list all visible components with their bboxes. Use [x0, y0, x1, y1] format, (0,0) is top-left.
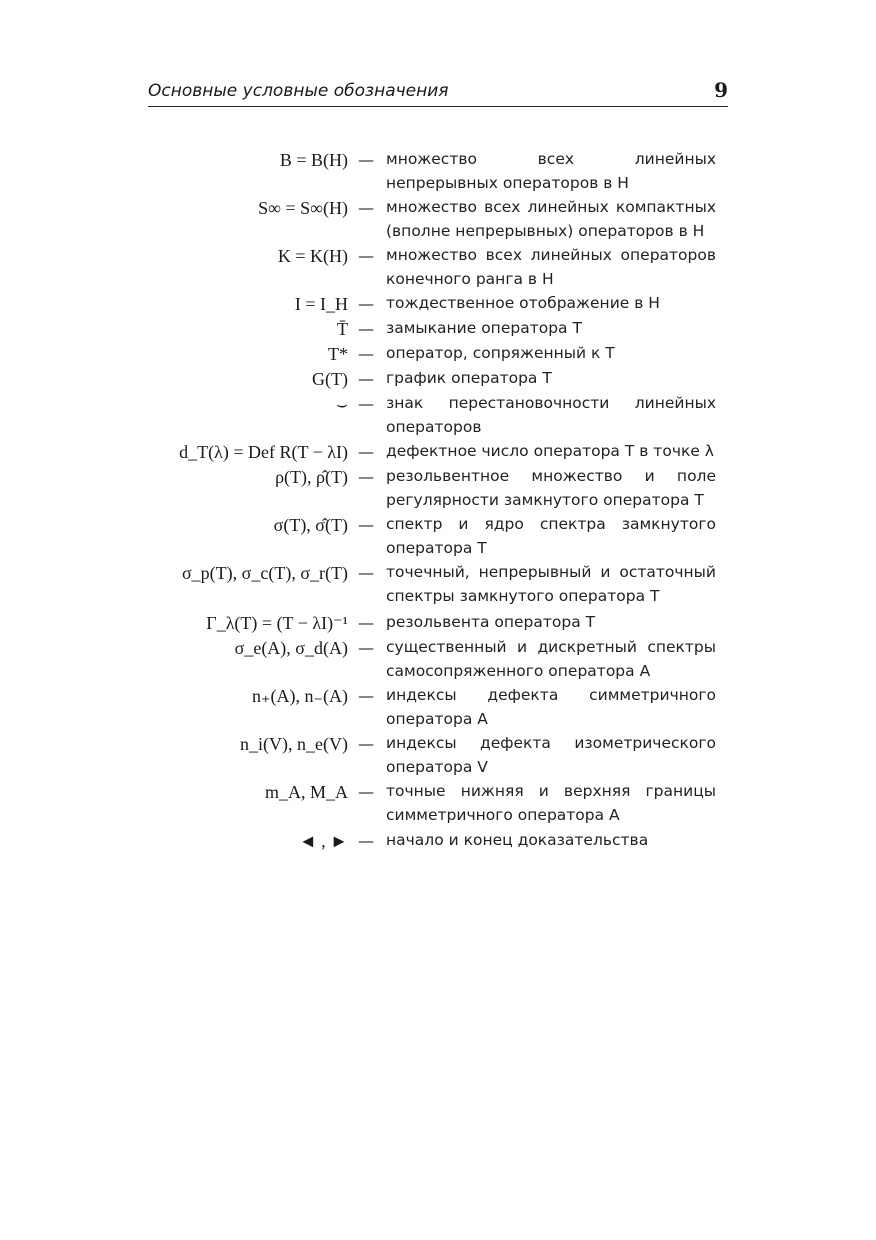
notation-entry	[140, 636, 720, 684]
notation-dash: —	[358, 294, 374, 313]
notation-description: существенный и дискретный спектры самосопряженного оператора A	[386, 638, 716, 680]
notation-symbol: d_T(λ) = Def R(T − λI)	[179, 442, 348, 462]
notation-entry	[140, 684, 720, 732]
notation-dash: —	[358, 246, 374, 265]
notation-entry	[140, 317, 720, 342]
notation-symbol: n₊(A), n₋(A)	[252, 686, 348, 706]
notation-symbol: σ_p(T), σ_c(T), σ_r(T)	[181, 563, 348, 583]
notation-description: множество всех линейных непрерывных операторов в H	[386, 150, 716, 192]
notation-dash: —	[358, 515, 374, 534]
notation-dash: —	[358, 563, 374, 582]
notation-description: резольвентное множество и поле регулярности замкнутого оператора T	[386, 467, 716, 509]
notation-dash: —	[358, 686, 374, 705]
notation-description: резольвента оператора T	[386, 613, 596, 631]
notation-description: дефектное число оператора T в точке λ	[386, 442, 714, 460]
notation-symbol: σ(T), σ̂(T)	[273, 515, 348, 535]
notation-dash: —	[358, 319, 374, 338]
notation-dash: —	[358, 369, 374, 388]
notation-symbol: ρ(T), ρ̂(T)	[275, 467, 348, 487]
notation-description: спектр и ядро спектра замкнутого оператора T	[386, 515, 716, 557]
notation-description: замыкание оператора T	[386, 319, 582, 337]
notation-entry	[140, 440, 720, 465]
notation-description: точечный, непрерывный и остаточный спектры замкнутого оператора T	[386, 563, 716, 605]
notation-symbol: T*	[328, 344, 348, 364]
notation-entry	[140, 292, 720, 317]
notation-symbol: n_i(V), n_e(V)	[240, 734, 348, 754]
notation-entry	[140, 196, 720, 244]
running-header	[148, 78, 728, 107]
notation-description: оператор, сопряженный к T	[386, 344, 615, 362]
notation-dash: —	[358, 831, 374, 850]
notation-entry	[140, 148, 720, 196]
notation-description: точные нижняя и верхняя границы симметричного оператора A	[386, 782, 716, 824]
notation-dash: —	[358, 150, 374, 169]
notation-list	[140, 148, 720, 854]
notation-entry	[140, 561, 720, 611]
notation-symbol: S∞ = S∞(H)	[258, 198, 348, 218]
notation-symbol: T̄	[337, 319, 348, 339]
notation-description: множество всех линейных операторов конечного ранга в H	[386, 246, 716, 288]
notation-description: индексы дефекта изометрического оператора V	[386, 734, 716, 776]
notation-dash: —	[358, 198, 374, 217]
notation-description: знак перестановочности линейных операторов	[386, 394, 716, 436]
notation-description: тождественное отображение в H	[386, 294, 660, 312]
notation-entry	[140, 780, 720, 829]
notation-entry	[140, 465, 720, 513]
notation-dash: —	[358, 734, 374, 753]
page-number: 9	[714, 78, 728, 102]
notation-dash: —	[358, 782, 374, 801]
notation-symbol: ⌣	[336, 394, 348, 414]
notation-description: множество всех линейных компактных (вполне непрерывных) операторов в H	[386, 198, 716, 240]
notation-entry	[140, 244, 720, 292]
notation-entry	[140, 342, 720, 367]
notation-entry	[140, 392, 720, 440]
notation-symbol: σ_e(A), σ_d(A)	[234, 638, 348, 658]
notation-entry	[140, 367, 720, 392]
notation-dash: —	[358, 638, 374, 657]
notation-description: график оператора T	[386, 369, 552, 387]
notation-description: начало и конец доказательства	[386, 831, 649, 849]
notation-symbol: B = B(H)	[279, 150, 348, 170]
notation-symbol: m_A, M_A	[264, 782, 348, 802]
notation-symbol: G(T)	[312, 369, 348, 389]
notation-dash: —	[358, 344, 374, 363]
notation-symbol: I = I_H	[294, 294, 348, 314]
notation-dash: —	[358, 613, 374, 632]
notation-entry	[140, 732, 720, 780]
notation-entry	[140, 829, 720, 854]
notation-symbol: ◄ , ►	[298, 831, 348, 851]
notation-description: индексы дефекта симметричного оператора A	[386, 686, 716, 728]
notation-dash: —	[358, 467, 374, 486]
notation-entry	[140, 611, 720, 636]
header-title: Основные условные обозначения	[148, 81, 449, 101]
notation-dash: —	[358, 394, 374, 413]
notation-symbol: Γ_λ(T) = (T − λI)⁻¹	[206, 613, 348, 633]
notation-symbol: K = K(H)	[277, 246, 348, 266]
notation-entry	[140, 513, 720, 561]
notation-dash: —	[358, 442, 374, 461]
